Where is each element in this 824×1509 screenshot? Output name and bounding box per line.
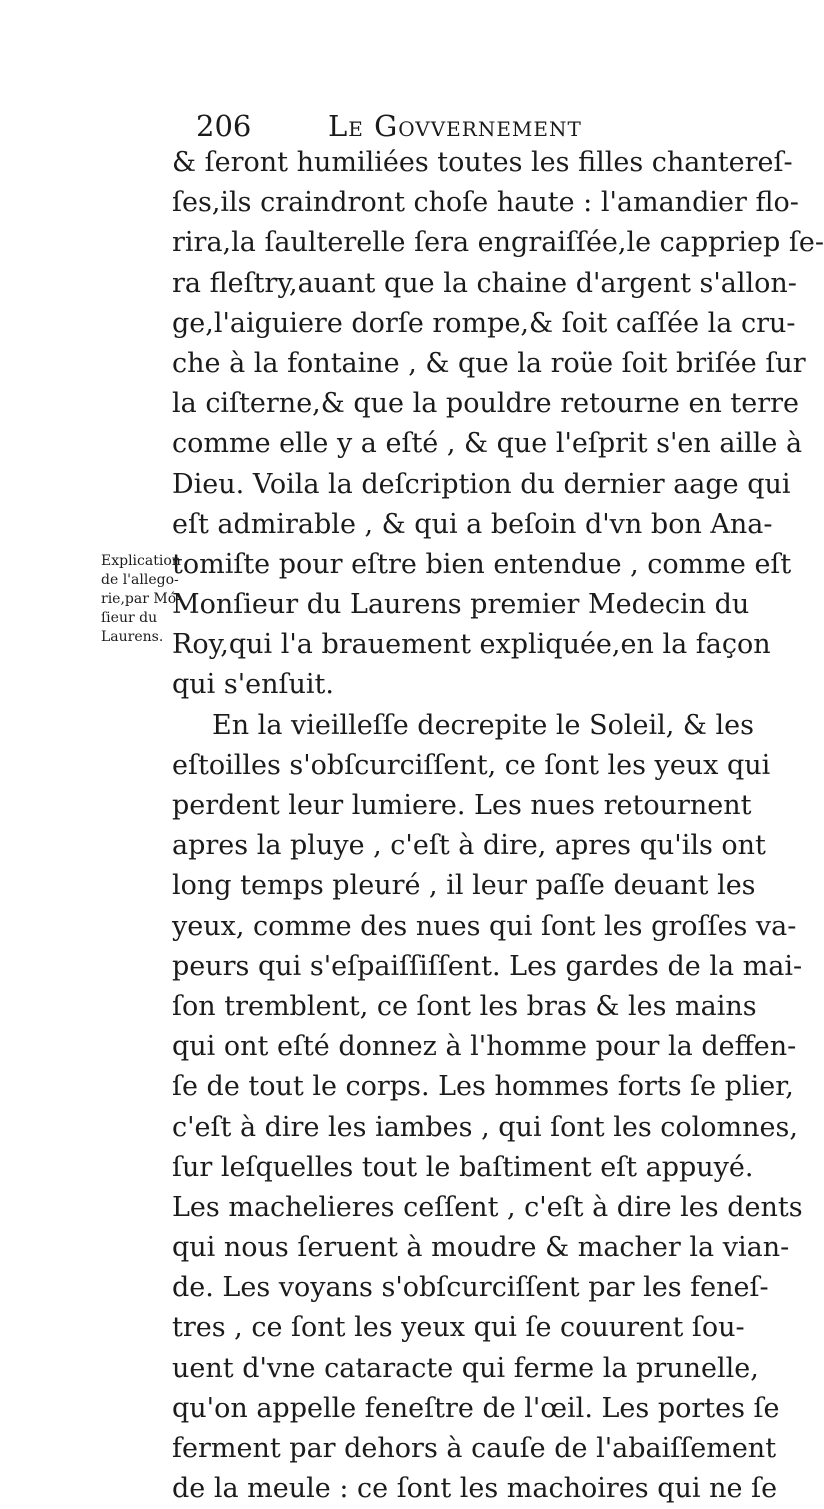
text-line: ge,l'aiguiere dorſe rompe,& ſoit caſſée la cru- — [172, 307, 796, 339]
page-header — [196, 106, 656, 146]
text-line: c'eſt à dire les iambes , qui ſont les colomnes, — [172, 1111, 798, 1143]
text-line: yeux, comme des nues qui ſont les groſſes va- — [172, 910, 797, 942]
text-line: uent d'vne cataracte qui ferme la prunelle, — [172, 1352, 759, 1384]
margin-note-line: rie,par Mó- — [101, 591, 181, 607]
margin-note — [101, 552, 181, 647]
text-line: ſur leſquelles tout le baſtiment eſt appuyé. — [172, 1151, 754, 1183]
text-line: de la meule : ce ſont les machoires qui ne ſe — [172, 1473, 778, 1505]
text-line: Monſieur du Laurens premier Medecin du — [172, 589, 750, 621]
text-line: ra fleſtry,auant que la chaine d'argent s'allon- — [172, 267, 797, 299]
body-text — [172, 143, 824, 1509]
text-line: qui s'enſuit. — [172, 669, 334, 701]
text-line: perdent leur lumiere. Les nues retournent — [172, 790, 752, 821]
text-line: ſes,ils craindront choſe haute : l'amandier flo- — [172, 187, 799, 219]
text-line: apres la pluye , c'eſt à dire, apres qu'ils ont — [172, 830, 766, 862]
text-line: Les machelieres ceſſent , c'eſt à dire les dents — [172, 1191, 803, 1223]
page-number: 206 — [196, 109, 252, 143]
text-line: & ſeront humiliées toutes les filles chantereſ- — [172, 147, 793, 178]
text-line: Dieu. Voila la deſcription du dernier aage qui — [172, 468, 791, 500]
text-line: ſon tremblent, ce ſont les bras & les mains — [172, 990, 757, 1022]
text-line: che à la fontaine , & que la roüe ſoit briſée ſur — [172, 347, 806, 379]
margin-note-line: Laurens. — [101, 629, 164, 645]
margin-note-line: de l'allego- — [101, 572, 179, 588]
text-line: comme elle y a eſté , & que l'eſprit s'en aille à — [172, 428, 803, 460]
text-line: tres , ce ſont les yeux qui ſe couurent ſou- — [172, 1312, 745, 1344]
margin-note-line: Explication — [101, 553, 181, 569]
paragraph-start-line: En la vieilleſſe decrepite le Soleil, & les — [212, 709, 754, 741]
text-line: long temps pleuré , il leur paſſe deuant les — [172, 870, 756, 902]
text-line: qu'on appelle feneſtre de l'œil. Les portes ſe — [172, 1392, 780, 1424]
text-line: la ciſterne,& que la pouldre retourne en terre — [172, 388, 800, 420]
text-line: qui nous ſeruent à moudre & macher la vian- — [172, 1232, 790, 1264]
text-line: Roy,qui l'a brauement expliquée,en la façon — [172, 629, 771, 661]
text-line: qui ont eſté donnez à l'homme pour la deffen- — [172, 1031, 797, 1063]
text-line: rira,la ſaulterelle ſera engraiſſée,le cappriер ſe- — [172, 227, 824, 259]
text-line: ferment par dehors à cauſe de l'abaiſſement — [172, 1433, 777, 1464]
margin-note-line: ſieur du — [101, 610, 158, 626]
text-line: ſe de tout le corps. Les hommes forts ſe plier, — [172, 1071, 794, 1103]
text-line: de. Les voyans s'obſcurciſſent par les feneſ- — [172, 1272, 769, 1304]
text-line: eſtoilles s'obſcurciſſent, ce ſont les yeux qui — [172, 749, 771, 781]
text-line: tomiſte pour eſtre bien entendue , comme eſt — [172, 548, 792, 580]
running-title: Le Govvernement — [328, 109, 582, 143]
text-line: eſt admirable , & qui a beſoin d'vn bon Ana- — [172, 508, 773, 540]
text-line: peurs qui s'eſpaiſſiſſent. Les gardes de la mai- — [172, 950, 803, 982]
